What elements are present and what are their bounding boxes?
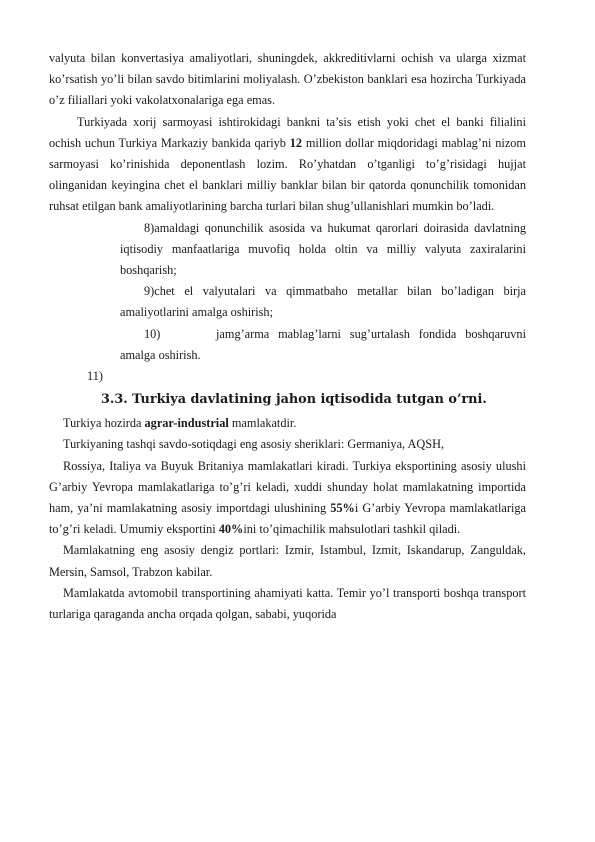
highlight-percent: 55%: [330, 501, 355, 516]
paragraph-transport: Mamlakatda avtomobil transportining ahamiyati katta. Temir yo’l transporti boshqa transport turlariga qaraganda ancha orqada qolgan, sababi, yuqorida: [49, 585, 526, 622]
text-segment: ini to’qimachilik mahsulotlari tashkil qiladi.: [243, 522, 461, 537]
paragraph-trade-partners: Turkiyaning tashqi savdo-sotiqdagi eng asosiy sheriklari: Germaniya, AQSH,: [63, 437, 445, 452]
highlight-amount: 12: [289, 135, 303, 150]
section-heading: 3.3. Turkiya davlatining jahon iqtisodida tutgan o’rni.: [101, 392, 487, 408]
paragraph-foreign-bank-requirements: [49, 112, 526, 218]
list-item-8: 8)amaldagi qonunchilik asosida va hukumat qarorlari doirasida davlatning iqtisodiy manfaatlariga muvofiq holda oltin va milliy valyuta zaxiralarini boshqarish;: [120, 220, 526, 278]
paragraph-banking-operations: valyuta bilan konvertasiya amaliyotlari, shuningdek, akkreditivlarni ochish va ularga xizmat ko’rsatish yo’li bilan savdo bitimlarini moliyalash. O’zbekiston banklari esa hozircha Turkiyada o’z filiallari yoki vakolatxonalariga ega emas.: [49, 51, 526, 108]
highlight-term: agrar-industrial: [144, 416, 229, 431]
text-segment: i G’arbiy Yevropa mamlakatlariga to’g’ri keladi. Umumiy eksportini: [49, 501, 527, 537]
document-page: [49, 48, 526, 625]
text-segment: Turkiyada xorij sarmoyasi ishtirokidagi bankni ta’sis etish yoki chet el banki filialini ochish uchun Turkiya Markaziy bankida qariyb: [49, 114, 526, 150]
list-number: 10): [144, 326, 161, 341]
text-segment: mamlakatdir.: [228, 416, 297, 431]
text-segment: million dollar miqdoridagi mablag’ni nizom sarmoyasi ko’rinishida deponentlash lozim. Ro’yhatdan o’tganligi to’g’risidagi hujjat olinganidan keyingina chet el banklari milliy banklar bilan bir qatorda qonunchilik tomonidan ruhsat etilgan bank amaliyotlarining barcha turlari bilan shug’ullanishlari mumkin bo’ladi.: [49, 135, 526, 214]
highlight-percent: 40%: [218, 522, 244, 537]
list-item-11: 11): [87, 369, 103, 384]
paragraph-sea-ports: Mamlakatning eng asosiy dengiz portlari: Izmir, Istambul, Izmit, Iskandarup, Zanguldak, Mersin, Samsol, Trabzon kabilar.: [49, 543, 526, 579]
paragraph-export-structure: [49, 456, 526, 541]
text-segment: Rossiya, Italiya va Buyuk Britaniya mamlakatlari kiradi. Turkiya eksportining asosiy ulushi G’arbiy Yevropa mamlakatlariga to’g’ri keladi, xuddi shunday holat mamlakatning importida ham, ya’ni mamlakatning asosiy importdagi ulushining: [49, 458, 526, 516]
text-segment: Turkiya hozirda: [63, 416, 145, 431]
list-item-10: [120, 324, 526, 366]
paragraph-agrar-industrial: [49, 413, 526, 434]
list-item-9: 9)chet el valyutalari va qimmatbaho metallar bilan bo’ladigan birja amaliyotlarini amalga oshirish;: [120, 284, 526, 320]
central-bank-functions-list: [120, 218, 526, 366]
list-item-text: jamg’arma mablag’larni sug’urtalash fondida boshqaruvni amalga oshirish.: [120, 326, 526, 362]
